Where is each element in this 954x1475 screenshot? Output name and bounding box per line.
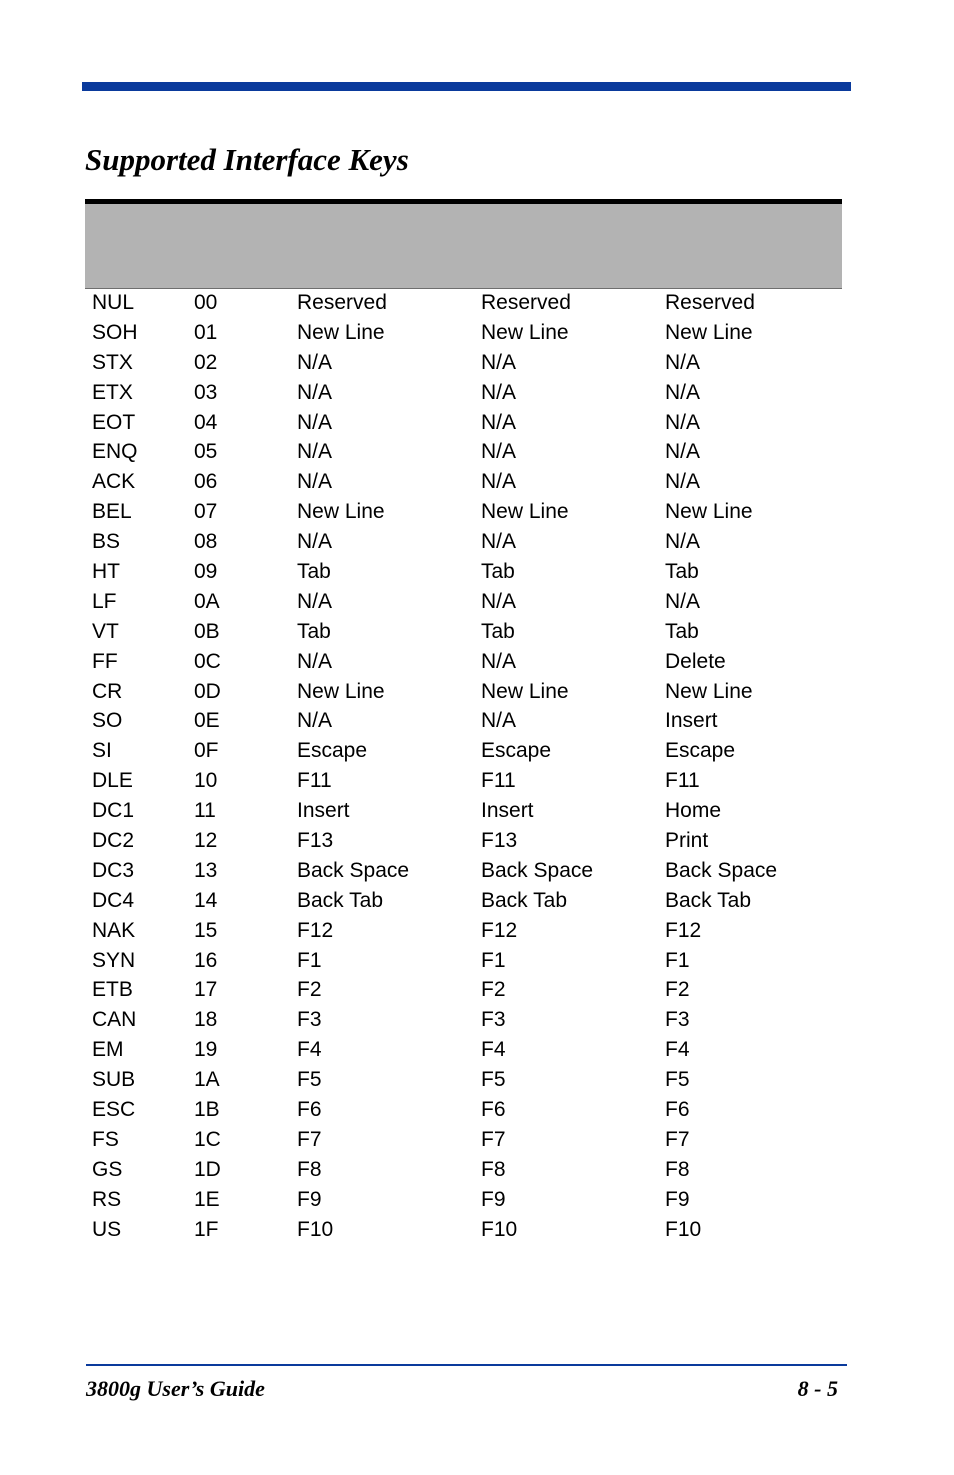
table-row	[85, 378, 842, 408]
table-cell: 1E	[194, 1187, 220, 1211]
table-cell: 09	[194, 560, 218, 584]
table-cell: ESC	[92, 1098, 136, 1122]
table-cell: New Line	[297, 500, 385, 524]
table-cell: F11	[665, 769, 700, 793]
table-row	[85, 1215, 842, 1245]
table-cell: F1	[481, 948, 506, 972]
table-cell: New Line	[481, 320, 569, 344]
table-row	[85, 1065, 842, 1095]
table-cell: F3	[481, 1008, 506, 1032]
table-cell: 05	[194, 440, 218, 464]
table-cell: SUB	[92, 1068, 136, 1092]
table-cell: F11	[297, 769, 332, 793]
table-row	[85, 587, 842, 617]
table-cell: N/A	[297, 410, 333, 434]
table-cell: N/A	[481, 649, 517, 673]
table-cell: BS	[92, 530, 121, 554]
table-header-band	[85, 199, 842, 289]
table-cell: F6	[481, 1098, 506, 1122]
table-cell: 13	[194, 858, 218, 882]
table-cell: SYN	[92, 948, 136, 972]
table-cell: VT	[92, 619, 119, 643]
table-cell: N/A	[481, 410, 517, 434]
table-cell: N/A	[297, 649, 333, 673]
table-cell: Back Tab	[481, 888, 567, 912]
table-cell: 12	[194, 829, 218, 853]
table-cell: Insert	[665, 709, 718, 733]
table-row	[85, 706, 842, 736]
table-row	[85, 437, 842, 467]
table-cell: RS	[92, 1187, 122, 1211]
table-cell: New Line	[297, 320, 385, 344]
table-cell: F7	[665, 1127, 690, 1151]
table-cell: F8	[481, 1157, 506, 1181]
table-cell: New Line	[481, 500, 569, 524]
table-cell: N/A	[665, 350, 701, 374]
table-cell: ENQ	[92, 440, 138, 464]
table-cell: N/A	[665, 440, 701, 464]
table-cell: 00	[194, 291, 218, 314]
table-row	[85, 856, 842, 886]
table-cell: 04	[194, 410, 218, 434]
table-cell: 01	[194, 320, 218, 344]
table-cell: N/A	[297, 470, 333, 494]
table-cell: 1B	[194, 1098, 220, 1122]
table-cell: N/A	[665, 410, 701, 434]
table-cell: Back Tab	[665, 888, 751, 912]
table-cell: NAK	[92, 918, 136, 942]
table-cell: 1F	[194, 1217, 219, 1241]
table-cell: 14	[194, 888, 218, 912]
table-cell: N/A	[297, 350, 333, 374]
table-cell: F4	[665, 1038, 690, 1062]
table-cell: 02	[194, 350, 218, 374]
table-cell: 1D	[194, 1157, 221, 1181]
table-cell: 11	[194, 799, 216, 823]
table-cell: 1A	[194, 1068, 220, 1092]
table-cell: F9	[665, 1187, 690, 1211]
table-cell: Back Tab	[297, 888, 383, 912]
table-cell: F3	[665, 1008, 690, 1032]
table-row	[85, 617, 842, 647]
table-cell: N/A	[665, 470, 701, 494]
table-cell: DC2	[92, 829, 135, 853]
table-cell: 18	[194, 1008, 218, 1032]
page-title: Supported Interface Keys	[85, 142, 409, 177]
table-cell: 0A	[194, 589, 220, 613]
table-cell: Home	[665, 799, 722, 823]
table-row	[85, 1155, 842, 1185]
table-cell: 0F	[194, 739, 219, 763]
table-row	[85, 318, 842, 348]
table-cell: FF	[92, 649, 118, 673]
header-rule	[82, 82, 851, 91]
table-cell: Reserved	[665, 291, 755, 314]
table-cell: F4	[481, 1038, 506, 1062]
table-cell: 0B	[194, 619, 220, 643]
table-cell: 07	[194, 500, 218, 524]
table-cell: N/A	[665, 589, 701, 613]
table-cell: F8	[665, 1157, 690, 1181]
table-cell: F5	[665, 1068, 690, 1092]
table-cell: New Line	[481, 679, 569, 703]
table-cell: 15	[194, 918, 218, 942]
table-cell: Reserved	[297, 291, 387, 314]
table-cell: US	[92, 1217, 122, 1241]
table-cell: N/A	[297, 589, 333, 613]
table-cell: F2	[665, 978, 690, 1002]
table-row	[85, 647, 842, 677]
table-cell: F2	[481, 978, 506, 1002]
table-cell: F4	[297, 1038, 322, 1062]
table-cell: F2	[297, 978, 322, 1002]
table-cell: F10	[665, 1217, 702, 1241]
table-cell: F6	[297, 1098, 322, 1122]
table-cell: New Line	[665, 679, 753, 703]
table-cell: SOH	[92, 320, 138, 344]
table-cell: LF	[92, 589, 117, 613]
table-cell: F3	[297, 1008, 322, 1032]
table-cell: F1	[297, 948, 322, 972]
table-cell: DLE	[92, 769, 133, 793]
table-cell: Back Space	[297, 858, 410, 882]
table-cell: F6	[665, 1098, 690, 1122]
table-cell: 03	[194, 380, 218, 404]
table-cell: N/A	[665, 380, 701, 404]
table-cell: DC3	[92, 858, 135, 882]
table-cell: 06	[194, 470, 218, 494]
table-row	[85, 467, 842, 497]
table-row	[85, 677, 842, 707]
table-cell: F7	[481, 1127, 506, 1151]
table-cell: F9	[297, 1187, 322, 1211]
table-row	[85, 527, 842, 557]
table-cell: 1C	[194, 1127, 221, 1151]
table-cell: DC4	[92, 888, 135, 912]
table-cell: 19	[194, 1038, 218, 1062]
table-cell: STX	[92, 350, 133, 374]
table-cell: New Line	[297, 679, 385, 703]
table-cell: CR	[92, 679, 123, 703]
table-cell: F12	[481, 918, 518, 942]
table-cell: GS	[92, 1157, 123, 1181]
table-cell: Escape	[297, 739, 368, 763]
table-cell: 08	[194, 530, 218, 554]
table-cell: N/A	[481, 470, 517, 494]
table-cell: ETX	[92, 380, 133, 404]
table-cell: N/A	[481, 380, 517, 404]
table-cell: New Line	[665, 320, 753, 344]
table-cell: DC1	[92, 799, 135, 823]
table-row	[85, 766, 842, 796]
table-row	[85, 826, 842, 856]
table-cell: 0D	[194, 679, 221, 703]
table-cell: F5	[481, 1068, 506, 1092]
table-row	[85, 497, 842, 527]
table-row	[85, 408, 842, 438]
table-cell: CAN	[92, 1008, 137, 1032]
footer-page-number: 8 - 5	[797, 1376, 838, 1401]
table-row	[85, 1035, 842, 1065]
table-cell: New Line	[665, 500, 753, 524]
table-cell: EM	[92, 1038, 124, 1062]
table-cell: HT	[92, 560, 120, 584]
table-cell: Reserved	[481, 291, 571, 314]
table-cell: Tab	[481, 560, 515, 584]
table-row	[85, 975, 842, 1005]
table-cell: F12	[297, 918, 334, 942]
table-cell: N/A	[481, 530, 517, 554]
table-cell: Back Space	[665, 858, 778, 882]
table-cell: 10	[194, 769, 218, 793]
table-cell: N/A	[481, 589, 517, 613]
table-cell: F5	[297, 1068, 322, 1092]
table-cell: N/A	[297, 380, 333, 404]
interface-keys-table	[85, 288, 842, 1245]
table-cell: Back Space	[481, 858, 594, 882]
table-cell: F13	[297, 829, 334, 853]
table-cell: SO	[92, 709, 123, 733]
table-row	[85, 1095, 842, 1125]
table-cell: Escape	[665, 739, 736, 763]
table-cell: 16	[194, 948, 218, 972]
table-cell: F10	[481, 1217, 518, 1241]
table-cell: N/A	[297, 709, 333, 733]
table-cell: F9	[481, 1187, 506, 1211]
table-row	[85, 1005, 842, 1035]
table-row	[85, 1125, 842, 1155]
table-cell: ETB	[92, 978, 133, 1002]
table-cell: ACK	[92, 470, 136, 494]
table-row	[85, 946, 842, 976]
table-cell: Tab	[665, 619, 699, 643]
table-cell: N/A	[297, 440, 333, 464]
table-cell: 0C	[194, 649, 221, 673]
table-cell: F7	[297, 1127, 322, 1151]
table-cell: Tab	[665, 560, 699, 584]
table-cell: BEL	[92, 500, 132, 524]
table-cell: F11	[481, 769, 516, 793]
table-cell: N/A	[297, 530, 333, 554]
table-cell: F12	[665, 918, 702, 942]
table-cell: N/A	[481, 709, 517, 733]
table-cell: FS	[92, 1127, 119, 1151]
table-cell: F13	[481, 829, 518, 853]
table-cell: Insert	[297, 799, 350, 823]
table-cell: Escape	[481, 739, 552, 763]
table-cell: Delete	[665, 649, 726, 673]
table-cell: Print	[665, 829, 709, 853]
footer-rule	[86, 1364, 847, 1366]
table-cell: Tab	[297, 619, 331, 643]
table-row	[85, 886, 842, 916]
table-row	[85, 916, 842, 946]
table-cell: 17	[194, 978, 218, 1002]
table-cell: F8	[297, 1157, 322, 1181]
table-cell: NUL	[92, 291, 135, 314]
table-cell: N/A	[481, 440, 517, 464]
table-cell: F10	[297, 1217, 334, 1241]
table-cell: EOT	[92, 410, 136, 434]
table-row	[85, 1185, 842, 1215]
table-row	[85, 288, 842, 318]
table-cell: F1	[665, 948, 690, 972]
footer-guide-title: 3800g User’s Guide	[86, 1376, 265, 1401]
table-cell: N/A	[665, 530, 701, 554]
table-cell: Insert	[481, 799, 534, 823]
table-cell: SI	[92, 739, 112, 763]
table-cell: Tab	[297, 560, 331, 584]
table-row	[85, 736, 842, 766]
table-cell: 0E	[194, 709, 220, 733]
table-row	[85, 557, 842, 587]
table-cell: Tab	[481, 619, 515, 643]
table-row	[85, 348, 842, 378]
table-row	[85, 796, 842, 826]
table-cell: N/A	[481, 350, 517, 374]
